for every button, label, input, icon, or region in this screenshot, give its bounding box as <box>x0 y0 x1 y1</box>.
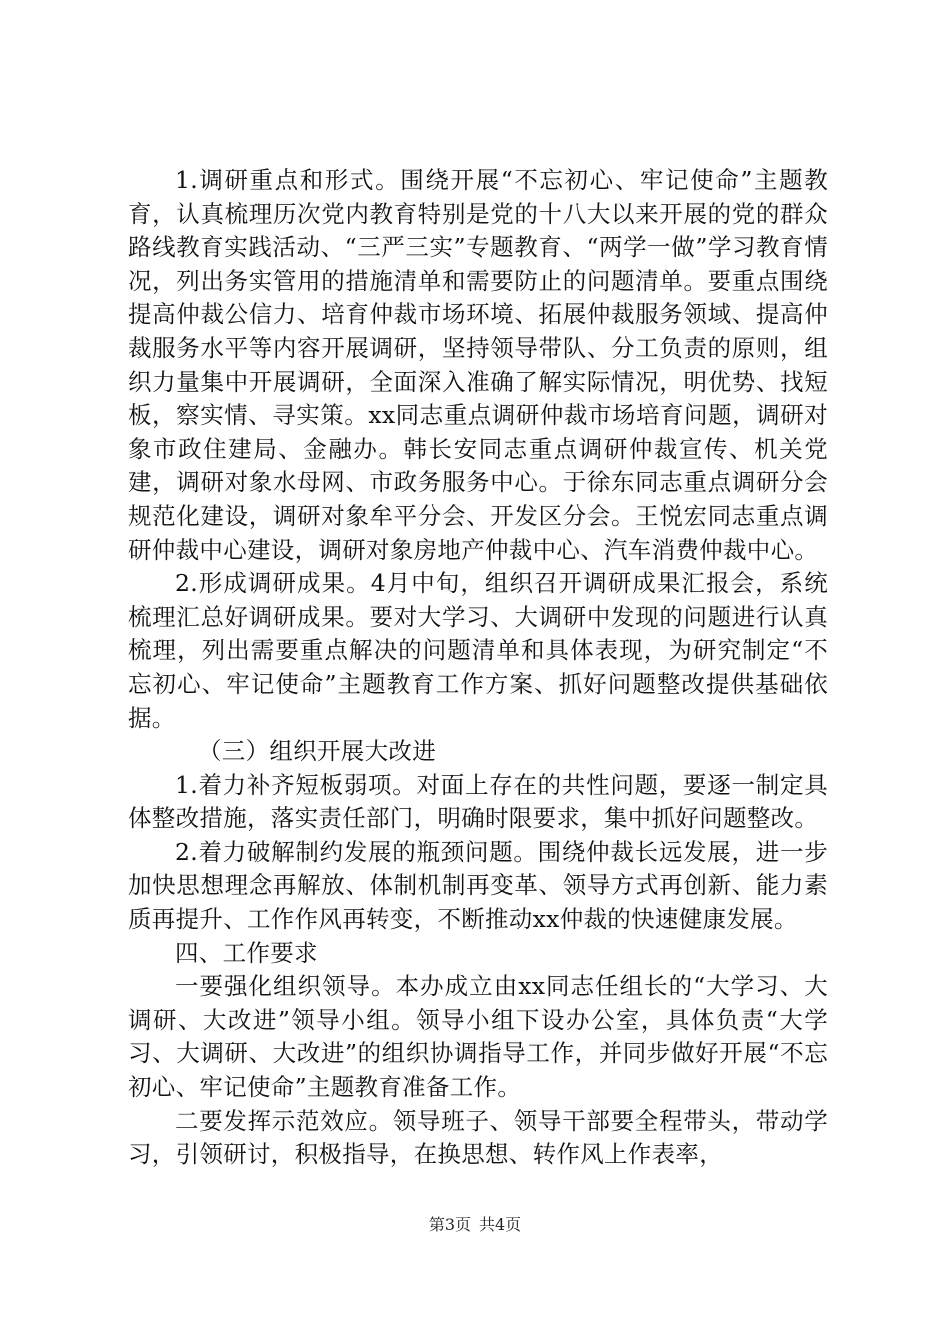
page-footer <box>0 1215 950 1235</box>
section-heading-requirements: 四、工作要求 <box>175 938 318 967</box>
page-number: 第3页 <box>428 1215 471 1234</box>
paragraph-bottlenecks: 2.着力破解制约发展的瓶颈问题。围绕仲裁长远发展，进一步加快思想理念再解放、体制机制再变革、领导方式再创新、能力素质再提升、工作作风再转变，不断推动xx仲裁的快速健康发展。 <box>128 837 828 934</box>
paragraph-demonstration: 二要发挥示范效应。领导班子、领导干部要全程带头，带动学习，引领研讨，积极指导，在换思想、转作风上作表率， <box>128 1106 828 1169</box>
paragraph-research-results: 2.形成调研成果。4月中旬，组织召开调研成果汇报会，系统梳理汇总好调研成果。要对大学习、大调研中发现的问题进行认真梳理，列出需要重点解决的问题清单和具体表现，为研究制定“不忘初心、牢记使命”主题教育工作方案、抓好问题整改提供基础依据。 <box>128 569 828 732</box>
page-total: 共4页 <box>479 1215 522 1234</box>
paragraph-shortcomings: 1.着力补齐短板弱项。对面上存在的共性问题，要逐一制定具体整改措施，落实责任部门，明确时限要求，集中抓好问题整改。 <box>128 770 828 833</box>
paragraph-leadership: 一要强化组织领导。本办成立由xx同志任组长的“大学习、大调研、大改进”领导小组。领导小组下设办公室，具体负责“大学习、大调研、大改进”的组织协调指导工作，并同步做好开展“不忘初心、牢记使命”主题教育准备工作。 <box>128 972 828 1102</box>
paragraph-research-focus: 1.调研重点和形式。围绕开展“不忘初心、牢记使命”主题教育，认真梳理历次党内教育特别是党的十八大以来开展的党的群众路线教育实践活动、“三严三实”专题教育、“两学一做”学习教育情况，列出务实管用的措施清单和需要防止的问题清单。要重点围绕提高仲裁公信力、培育仲裁市场环境、拓展仲裁服务领域、提高仲裁服务水平等内容开展调研，坚持领导带队、分工负责的原则，组织力量集中开展调研，全面深入准确了解实际情况，明优势、找短板，察实情、寻实策。xx同志重点调研仲裁市场培育问题，调研对象市政住建局、金融办。韩长安同志重点调研仲裁宣传、机关党建，调研对象水母网、市政务服务中心。于徐东同志重点调研分会规范化建设，调研对象牟平分会、开发区分会。王悦宏同志重点调研仲裁中心建设，调研对象房地产仲裁中心、汽车消费仲裁中心。 <box>128 166 828 564</box>
section-heading-improvement: （三）组织开展大改进 <box>198 737 436 766</box>
document-body <box>128 164 828 1172</box>
